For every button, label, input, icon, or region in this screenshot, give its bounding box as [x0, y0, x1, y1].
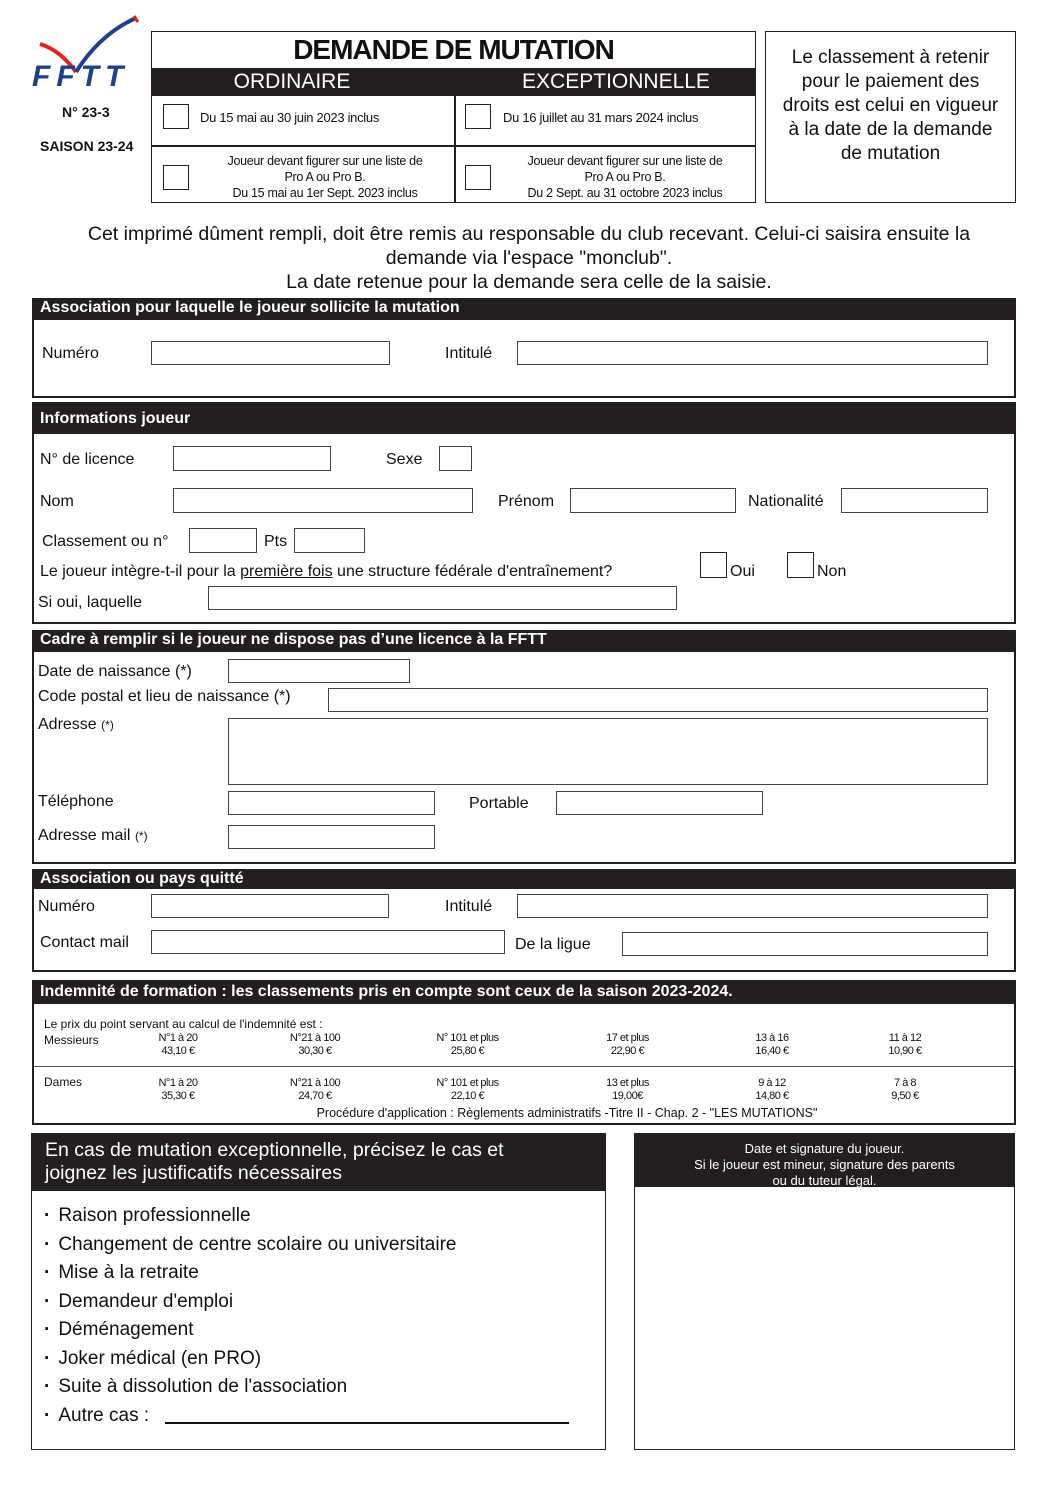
dames-range-6: 7 à 8	[894, 1077, 916, 1089]
question-part2: une structure fédérale d'entraînement?	[332, 563, 613, 580]
nom-label: Nom	[40, 493, 74, 510]
player-section-title: Informations joueur	[32, 402, 1016, 434]
dames-tier-6	[875, 1077, 935, 1103]
ordinary-pro-line1: Joueur devant figurer sur une liste de	[227, 154, 423, 168]
logo-text: FFTT	[32, 60, 130, 93]
case-item: · Joker médical (en PRO)	[44, 1345, 457, 1374]
messieurs-range-4: 17 et plus	[606, 1032, 649, 1044]
messieurs-tier-4	[595, 1032, 660, 1058]
ranking-note-line3: droits est celui en vigueur	[782, 95, 999, 116]
dames-range-1: N°1 à 20	[158, 1077, 198, 1089]
case-item: · Raison professionnelle	[44, 1202, 457, 1231]
season-label: SAISON 23-24	[40, 138, 134, 154]
structure-question	[40, 563, 612, 581]
indemnity-row-divider	[33, 1066, 1015, 1067]
pts-input[interactable]	[294, 528, 365, 553]
dames-price-5: 14,80 €	[755, 1090, 789, 1102]
left-intitule-input[interactable]	[517, 894, 988, 918]
exceptional-pro-text	[495, 153, 755, 201]
signature-line2: Si le joueur est mineur, signature des parents	[694, 1157, 955, 1172]
dames-tier-4	[595, 1077, 660, 1103]
procedure-text: Procédure d'application : Règlements administratifs -Titre II - Chap. 2 - "LES MUTATIONS"	[316, 1106, 818, 1120]
messieurs-range-3: N° 101 et plus	[436, 1032, 499, 1044]
si-oui-input[interactable]	[208, 586, 677, 610]
naissance-input[interactable]	[228, 659, 410, 683]
left-intitule-label: Intitulé	[445, 898, 493, 915]
form-number: N° 23-3	[62, 104, 110, 120]
ligue-label: De la ligue	[515, 936, 591, 953]
dames-range-4: 13 et plus	[606, 1077, 649, 1089]
messieurs-tier-1	[148, 1032, 208, 1058]
sexe-label: Sexe	[386, 451, 423, 468]
case-item: · Déménagement	[44, 1316, 457, 1345]
association-section-title: Association pour laquelle le joueur sollicite la mutation	[32, 298, 1016, 320]
dames-tier-1	[148, 1077, 208, 1103]
licence-label: N° de licence	[40, 451, 135, 468]
ordinary-pro-line2: Pro A ou Pro B.	[284, 170, 366, 184]
classement-label: Classement ou n°	[42, 533, 169, 550]
dames-range-5: 9 à 12	[758, 1077, 786, 1089]
dames-tier-3	[420, 1077, 515, 1103]
licence-input[interactable]	[173, 446, 331, 471]
oui-label: Oui	[730, 563, 755, 580]
intro-line1: Cet imprimé dûment rempli, doit être remis au responsable du club recevant. Celui-ci saisira ensuite la	[87, 223, 971, 245]
messieurs-tier-5	[742, 1032, 802, 1058]
dames-price-6: 9,50 €	[891, 1090, 919, 1102]
ordinary-period-label: Du 15 mai au 30 juin 2023 inclus	[200, 110, 380, 125]
association-intitule-input[interactable]	[517, 341, 988, 365]
association-numero-label: Numéro	[42, 345, 99, 362]
exceptional-pro-line3: Du 2 Sept. au 31 octobre 2023 inclus	[527, 186, 723, 200]
classement-input[interactable]	[189, 528, 257, 553]
intro-text	[20, 222, 1038, 294]
ordinary-pro-line3: Du 15 mai au 1er Sept. 2023 inclus	[232, 186, 418, 200]
left-association-title: Association ou pays quitté	[32, 869, 1016, 889]
messieurs-price-3: 25,80 €	[450, 1045, 485, 1057]
ligue-input[interactable]	[622, 932, 988, 956]
ranking-note-line2: pour le paiement des	[801, 71, 980, 92]
messieurs-tier-6	[875, 1032, 935, 1058]
naissance-label: Date de naissance (*)	[38, 663, 192, 680]
lieu-input[interactable]	[328, 688, 988, 712]
horizontal-divider	[152, 145, 755, 147]
form-title: DEMANDE DE MUTATION	[293, 34, 614, 65]
mail-star: (*)	[134, 829, 148, 843]
messieurs-price-2: 30,30 €	[298, 1045, 332, 1057]
case-item: · Demandeur d'emploi	[44, 1288, 457, 1317]
pts-label: Pts	[264, 533, 288, 550]
si-oui-label: Si oui, laquelle	[38, 594, 143, 611]
messieurs-label: Messieurs	[44, 1033, 99, 1047]
exceptional-title-line1: En cas de mutation exceptionnelle, précisez le cas et	[45, 1139, 504, 1161]
association-intitule-label: Intitulé	[445, 345, 493, 362]
messieurs-price-6: 10,90 €	[888, 1045, 922, 1057]
mail-label-text: Adresse mail	[38, 827, 131, 844]
dames-tier-2	[275, 1077, 355, 1103]
case-item-autre	[44, 1402, 457, 1431]
messieurs-price-5: 16,40 €	[755, 1045, 789, 1057]
exceptional-cases-list	[44, 1202, 457, 1430]
col-exceptional-label: EXCEPTIONNELLE	[522, 70, 710, 93]
messieurs-price-4: 22,90 €	[610, 1045, 645, 1057]
messieurs-range-2: N°21 à 100	[289, 1032, 341, 1044]
dames-price-1: 35,30 €	[161, 1090, 195, 1102]
question-part1: Le joueur intègre-t-il pour la	[40, 563, 241, 580]
mail-input[interactable]	[228, 825, 435, 849]
exceptional-pro-line1: Joueur devant figurer sur une liste de	[527, 154, 723, 168]
ranking-note-line4: à la date de la demande	[788, 119, 993, 140]
autre-label: Autre cas :	[58, 1404, 150, 1426]
prenom-label: Prénom	[498, 493, 555, 510]
adresse-label-text: Adresse	[38, 716, 97, 733]
left-numero-input[interactable]	[151, 894, 389, 918]
dames-range-3: N° 101 et plus	[436, 1077, 499, 1089]
non-label: Non	[817, 563, 847, 580]
lieu-label: Code postal et lieu de naissance (*)	[38, 688, 291, 705]
signature-area[interactable]	[636, 1188, 1013, 1448]
signature-line3: ou du tuteur légal.	[772, 1173, 877, 1188]
exceptional-pro-line2: Pro A ou Pro B.	[584, 170, 666, 184]
sexe-input[interactable]	[439, 446, 472, 471]
exceptional-period-label: Du 16 juillet au 31 mars 2024 inclus	[503, 110, 699, 125]
intro-line2: demande via l'espace "monclub".	[385, 247, 673, 269]
ranking-note-line1: Le classement à retenir	[791, 47, 990, 68]
contact-mail-input[interactable]	[151, 930, 505, 954]
telephone-input[interactable]	[228, 791, 435, 815]
dames-label: Dames	[44, 1075, 83, 1089]
nom-input[interactable]	[173, 488, 473, 513]
exceptional-title	[45, 1139, 504, 1185]
no-licence-section-title: Cadre à remplir si le joueur ne dispose pas d’une licence à la FFTT	[32, 630, 1016, 652]
col-ordinary-label: ORDINAIRE	[233, 70, 351, 93]
dames-range-2: N°21 à 100	[289, 1077, 341, 1089]
signature-line1: Date et signature du joueur.	[744, 1141, 905, 1156]
telephone-label: Téléphone	[38, 793, 114, 810]
messieurs-price-1: 43,10 €	[161, 1045, 195, 1057]
intro-line3: La date retenue pour la demande sera celle de la saisie.	[286, 271, 772, 293]
nationalite-label: Nationalité	[748, 493, 824, 510]
prenom-input[interactable]	[570, 488, 736, 513]
signature-header	[634, 1133, 1015, 1187]
indemnity-title: Indemnité de formation : les classements pris en compte sont ceux de la saison 2023-2024.	[32, 980, 1016, 1004]
dames-price-4: 19,00€	[612, 1090, 643, 1102]
question-underlined: première fois	[240, 563, 333, 580]
adresse-star: (*)	[101, 718, 114, 732]
autre-cas-line[interactable]	[165, 1422, 569, 1424]
mail-label	[38, 827, 148, 845]
oui-checkbox[interactable]	[700, 552, 727, 578]
ranking-note	[765, 46, 1016, 166]
messieurs-range-1: N°1 à 20	[158, 1032, 198, 1044]
dames-price-3: 22,10 €	[450, 1090, 485, 1102]
exceptional-pro-checkbox[interactable]	[465, 165, 491, 190]
messieurs-tier-2	[275, 1032, 355, 1058]
association-numero-input[interactable]	[151, 341, 390, 365]
left-numero-label: Numéro	[38, 898, 95, 915]
exceptional-period-checkbox[interactable]	[465, 104, 491, 129]
ranking-note-line5: de mutation	[840, 143, 941, 164]
case-item: · Changement de centre scolaire ou universitaire	[44, 1231, 457, 1260]
messieurs-range-5: 13 à 16	[755, 1032, 789, 1044]
fftt-logo	[30, 14, 148, 94]
non-checkbox[interactable]	[787, 552, 814, 578]
contact-mail-label: Contact mail	[40, 934, 129, 951]
vertical-divider	[454, 96, 456, 203]
ordinary-pro-checkbox[interactable]	[163, 165, 189, 190]
dames-price-2: 24,70 €	[298, 1090, 332, 1102]
portable-input[interactable]	[556, 791, 763, 815]
case-item: · Mise à la retraite	[44, 1259, 457, 1288]
messieurs-range-6: 11 à 12	[888, 1032, 922, 1044]
ordinary-period-checkbox[interactable]	[163, 104, 189, 129]
case-item: · Suite à dissolution de l'association	[44, 1373, 457, 1402]
ordinary-pro-text	[196, 153, 454, 201]
exceptional-title-line2: joignez les justificatifs nécessaires	[45, 1162, 342, 1184]
adresse-input[interactable]	[228, 718, 988, 785]
nationalite-input[interactable]	[841, 488, 988, 513]
adresse-label	[38, 716, 114, 734]
dames-tier-5	[742, 1077, 802, 1103]
indemnity-intro: Le prix du point servant au calcul de l'indemnité est :	[44, 1017, 323, 1031]
messieurs-tier-3	[420, 1032, 515, 1058]
portable-label: Portable	[469, 795, 529, 812]
